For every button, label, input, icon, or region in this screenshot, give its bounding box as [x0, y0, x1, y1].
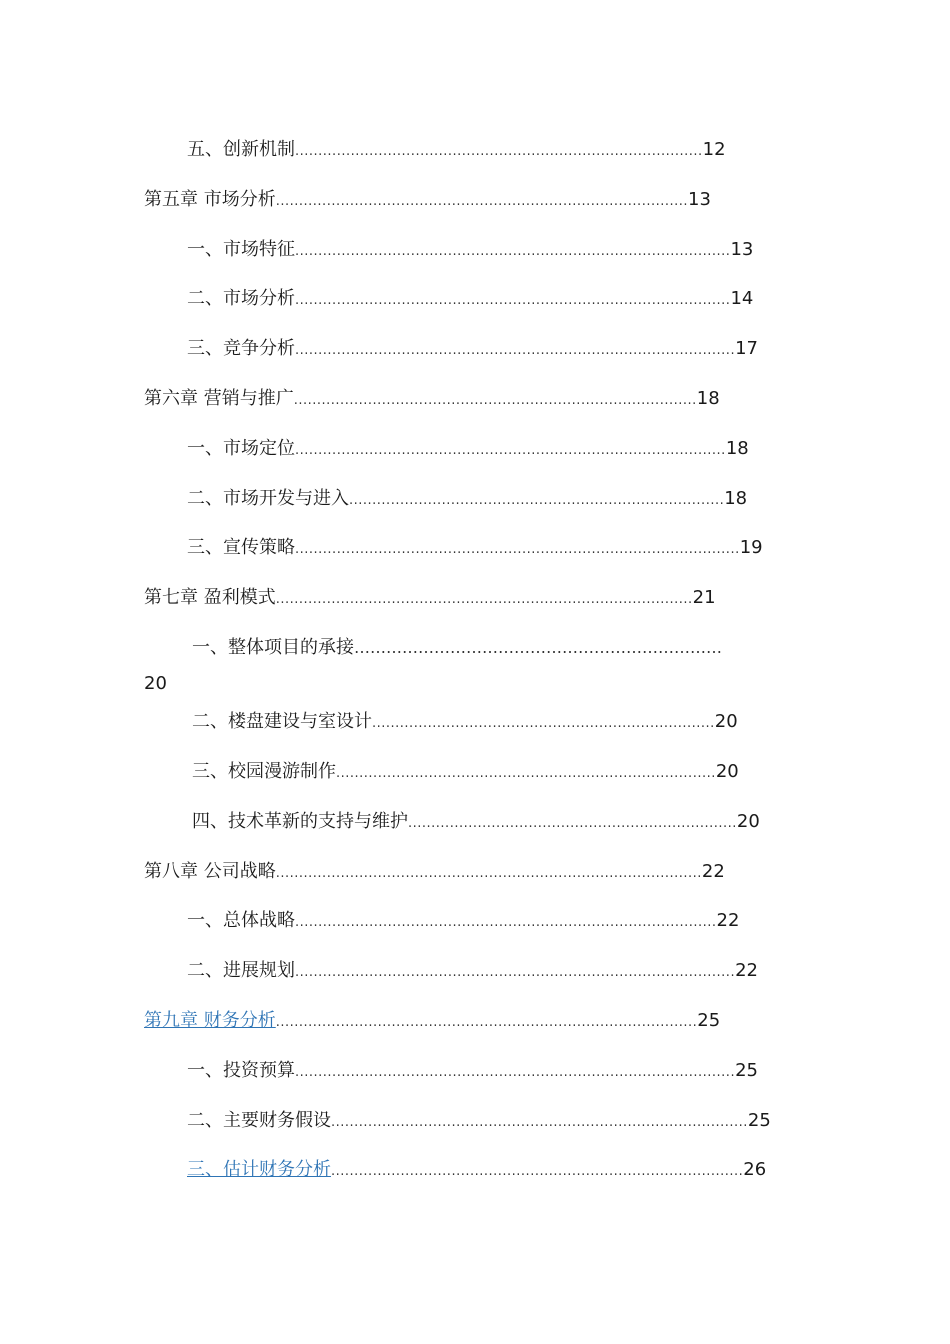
toc-leader-dots: ........................................................................................: [295, 144, 703, 159]
toc-page-number: 19: [739, 537, 763, 558]
toc-leader-dots: ..............................................................................................: [295, 244, 731, 259]
toc-leader-dots: .............................................................................................: [295, 443, 726, 458]
toc-entry-label: 第八章 公司战略: [144, 861, 276, 882]
toc-page-number: 26: [743, 1159, 767, 1180]
toc-page-number: 18: [724, 488, 748, 509]
toc-leader-dots: ..............................................................................................: [295, 293, 731, 308]
toc-entry[interactable]: [144, 187, 744, 213]
toc-entry-label: 五、创新机制: [187, 139, 295, 160]
toc-entry-label: 一、整体项目的承接: [192, 637, 354, 658]
toc-entry[interactable]: [144, 585, 744, 611]
toc-entry[interactable]: [187, 535, 763, 561]
toc-leader-dots: ............................................................................................: [275, 866, 702, 881]
toc-entry-label: 一、总体战略: [187, 910, 295, 931]
toc-page-number: 20: [144, 673, 167, 694]
toc-page-number: 18: [696, 388, 720, 409]
toc-page-number: 22: [716, 910, 740, 931]
toc-entry-label: 三、竞争分析: [187, 338, 295, 359]
toc-entry-label: 四、技术革新的支持与维护: [192, 811, 408, 832]
toc-entry-link[interactable]: [144, 1008, 744, 1034]
toc-entry[interactable]: [187, 336, 758, 362]
toc-entry[interactable]: [192, 709, 738, 735]
toc-page-number: 14: [730, 288, 754, 309]
toc-leader-dots: ...........................................................................................: [295, 915, 717, 930]
toc-entry[interactable]: [187, 908, 740, 934]
toc-entry[interactable]: [187, 137, 747, 163]
toc-leader-dots: .................................................................................: [349, 493, 725, 508]
toc-leader-dots: .......................................................................................: [293, 393, 697, 408]
toc-entry[interactable]: [187, 237, 754, 263]
toc-page-number: 25: [697, 1010, 721, 1031]
toc-leader-dots: .........................................................................................: [275, 194, 689, 209]
toc-entry-label: 二、主要财务假设: [187, 1110, 331, 1131]
toc-leader-dots: ................................................................................................: [295, 542, 740, 557]
toc-leader-dots: ...............................................................................................: [295, 965, 736, 980]
toc-page-number: 22: [701, 861, 725, 882]
toc-entry-label[interactable]: 三、估计财务分析: [187, 1159, 331, 1180]
toc-page-number: 20: [736, 811, 760, 832]
toc-leader-dots: ..........................................................................................: [275, 592, 693, 607]
toc-entry[interactable]: [187, 1108, 771, 1134]
toc-entry-label: 二、市场分析: [187, 288, 295, 309]
toc-entry-link[interactable]: [187, 1157, 767, 1183]
toc-entry-label: 第七章 盈利模式: [144, 587, 276, 608]
toc-entry-label: 二、进展规划: [187, 960, 295, 981]
toc-leader-dots: ...........................................................................................: [275, 1015, 698, 1030]
toc-entry[interactable]: [144, 386, 736, 412]
toc-page-number: 21: [692, 587, 716, 608]
toc-entry[interactable]: [187, 958, 758, 984]
toc-leader-dots: .......................................................................: [408, 816, 737, 831]
toc-page-number: 25: [747, 1110, 771, 1131]
toc-entry[interactable]: [192, 759, 747, 785]
toc-leader-dots: ...............................................................................................: [295, 343, 736, 358]
toc-entry-label: 一、投资预算: [187, 1060, 295, 1081]
toc-page-number: 25: [735, 1060, 758, 1081]
toc-leader-dots: .........................................................................................: [331, 1164, 744, 1179]
toc-entry[interactable]: [192, 809, 760, 835]
toc-page-number: 20: [715, 761, 739, 782]
toc-entry[interactable]: [187, 486, 752, 512]
toc-entry[interactable]: [192, 635, 812, 661]
toc-entry-label: 一、市场定位: [187, 438, 295, 459]
toc-entry-label: 第六章 营销与推广: [144, 388, 294, 409]
toc-leader-dots: ……………………………………………………………: [354, 638, 722, 657]
toc-page-number: 13: [730, 239, 754, 260]
toc-leader-dots: ...............................................................................................: [295, 1065, 736, 1080]
toc-entry-label[interactable]: 第九章 财务分析: [144, 1010, 276, 1031]
toc-leader-dots: ..................................................................................: [336, 766, 716, 781]
toc-entry[interactable]: [144, 859, 749, 885]
toc-leader-dots: ..........................................................................................: [331, 1115, 748, 1130]
toc-page-number: 18: [725, 438, 749, 459]
toc-entry-label: 一、市场特征: [187, 239, 295, 260]
toc-page-number: 13: [688, 189, 711, 210]
toc-page-number: 22: [735, 960, 758, 981]
toc-entry[interactable]: [187, 286, 754, 312]
toc-page-number: 20: [714, 711, 738, 732]
toc-entry-label: 第五章 市场分析: [144, 189, 276, 210]
toc-entry-label: 三、宣传策略: [187, 537, 295, 558]
toc-entry-label: 三、校园漫游制作: [192, 761, 336, 782]
toc-entry-label: 二、楼盘建设与室设计: [192, 711, 372, 732]
toc-entry[interactable]: [187, 436, 749, 462]
toc-entry-label: 二、市场开发与进入: [187, 488, 349, 509]
toc-page-number: 17: [735, 338, 758, 359]
toc-page-number: 12: [702, 139, 726, 160]
toc-entry[interactable]: [187, 1058, 758, 1084]
toc-leader-dots: ..........................................................................: [372, 716, 715, 731]
